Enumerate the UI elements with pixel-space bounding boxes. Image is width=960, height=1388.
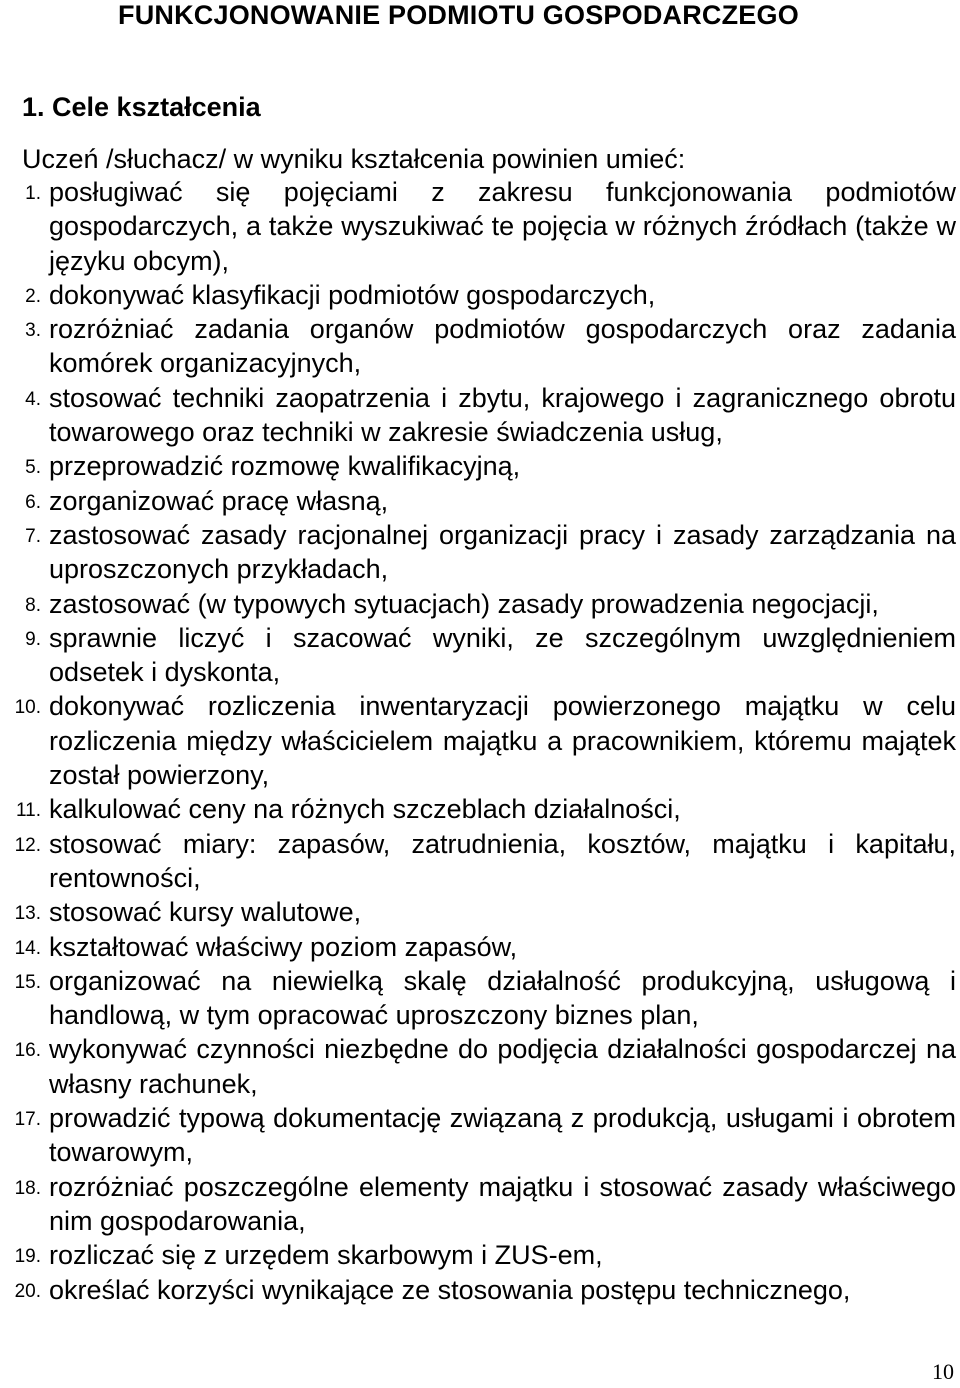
- item-text: stosować miary: zapasów, zatrudnienia, kosztów, majątku i kapitału, rentowności,: [49, 828, 956, 893]
- objectives-list: [0, 175, 960, 1307]
- list-item: [0, 1101, 960, 1170]
- item-text: dokonywać klasyfikacji podmiotów gospodarczych,: [49, 279, 656, 310]
- list-item: [0, 278, 960, 312]
- item-text: posługiwać się pojęciami z zakresu funkcjonowania podmiotów gospodarczych, a także wyszukiwać te pojęcia w różnych źródłach (także w języku obcym),: [49, 177, 956, 276]
- item-text: prowadzić typową dokumentację związaną z produkcją, usługami i obrotem towarowym,: [49, 1103, 956, 1168]
- item-number: 12.: [14, 834, 41, 856]
- item-number: 20.: [14, 1280, 41, 1302]
- item-number: 17.: [14, 1109, 41, 1131]
- item-number: 8.: [25, 594, 41, 616]
- list-item: [0, 484, 960, 518]
- item-number: 19.: [14, 1246, 41, 1268]
- item-text: zastosować (w typowych sytuacjach) zasady prowadzenia negocjacji,: [49, 588, 879, 619]
- item-number: 9.: [25, 628, 41, 650]
- section-heading: 1. Cele kształcenia: [22, 92, 261, 122]
- item-text: kształtować właściwy poziom zapasów,: [49, 931, 518, 962]
- item-number: 2.: [25, 285, 41, 307]
- item-number: 13.: [14, 903, 41, 925]
- intro-text: Uczeń /słuchacz/ w wyniku kształcenia powinien umieć:: [22, 144, 686, 174]
- item-text: dokonywać rozliczenia inwentaryzacji powierzonego majątku w celu rozliczenia między właścicielem majątku a pracownikiem, któremu majątek został powierzony,: [49, 691, 956, 791]
- list-item: [0, 895, 960, 929]
- list-item: [0, 1170, 960, 1239]
- item-number: 6.: [25, 491, 41, 513]
- item-text: kalkulować ceny na różnych szczeblach działalności,: [49, 794, 681, 825]
- list-item: [0, 449, 960, 483]
- item-number: 3.: [25, 320, 41, 342]
- item-text: rozróżniać poszczególne elementy majątku i stosować zasady właściwego nim gospodarowania,: [49, 1171, 956, 1236]
- item-text: sprawnie liczyć i szacować wyniki, ze szczególnym uwzględnieniem odsetek i dyskonta,: [49, 622, 956, 688]
- list-item: [0, 827, 960, 896]
- item-text: rozliczać się z urzędem skarbowym i ZUS-em,: [49, 1240, 603, 1271]
- list-item: [0, 587, 960, 621]
- list-item: [0, 312, 960, 381]
- list-item: [0, 518, 960, 587]
- item-number: 16.: [14, 1040, 41, 1062]
- list-item: [0, 964, 960, 1033]
- list-item: [0, 930, 960, 964]
- list-item: [0, 381, 960, 450]
- list-item: [0, 792, 960, 826]
- item-number: 5.: [25, 457, 41, 479]
- item-text: rozróżniać zadania organów podmiotów gospodarczych oraz zadania komórek organizacyjnych,: [49, 314, 956, 379]
- item-text: przeprowadzić rozmowę kwalifikacyjną,: [49, 451, 521, 482]
- item-text: zorganizować pracę własną,: [49, 485, 389, 516]
- list-item: [0, 689, 960, 792]
- item-text: zastosować zasady racjonalnej organizacji pracy i zasady zarządzania na uproszczonych przykładach,: [49, 519, 956, 585]
- item-number: 15.: [14, 971, 41, 993]
- list-item: [0, 621, 960, 690]
- item-number: 10.: [14, 697, 41, 719]
- item-text: określać korzyści wynikające ze stosowania postępu technicznego,: [49, 1274, 851, 1305]
- item-number: 18.: [14, 1177, 41, 1199]
- item-text: stosować kursy walutowe,: [49, 897, 362, 928]
- item-number: 1.: [25, 183, 41, 204]
- list-item: [0, 175, 960, 278]
- item-text: organizować na niewielką skalę działalność produkcyjną, usługową i handlową, w tym opracować uproszczony biznes plan,: [49, 965, 956, 1031]
- item-text: stosować techniki zaopatrzenia i zbytu, krajowego i zagranicznego obrotu towarowego oraz techniki w zakresie świadczenia usług,: [49, 382, 956, 448]
- list-item: [0, 1238, 960, 1272]
- page-number: 10: [932, 1359, 954, 1384]
- list-item: [0, 1032, 960, 1101]
- item-text: wykonywać czynności niezbędne do podjęcia działalności gospodarczej na własny rachunek,: [49, 1034, 956, 1099]
- item-number: 7.: [25, 525, 41, 547]
- item-number: 14.: [14, 937, 41, 959]
- item-number: 4.: [25, 388, 41, 410]
- list-item: [0, 1273, 960, 1307]
- item-number: 11.: [15, 800, 41, 822]
- page-title: FUNKCJONOWANIE PODMIOTU GOSPODARCZEGO: [118, 0, 799, 30]
